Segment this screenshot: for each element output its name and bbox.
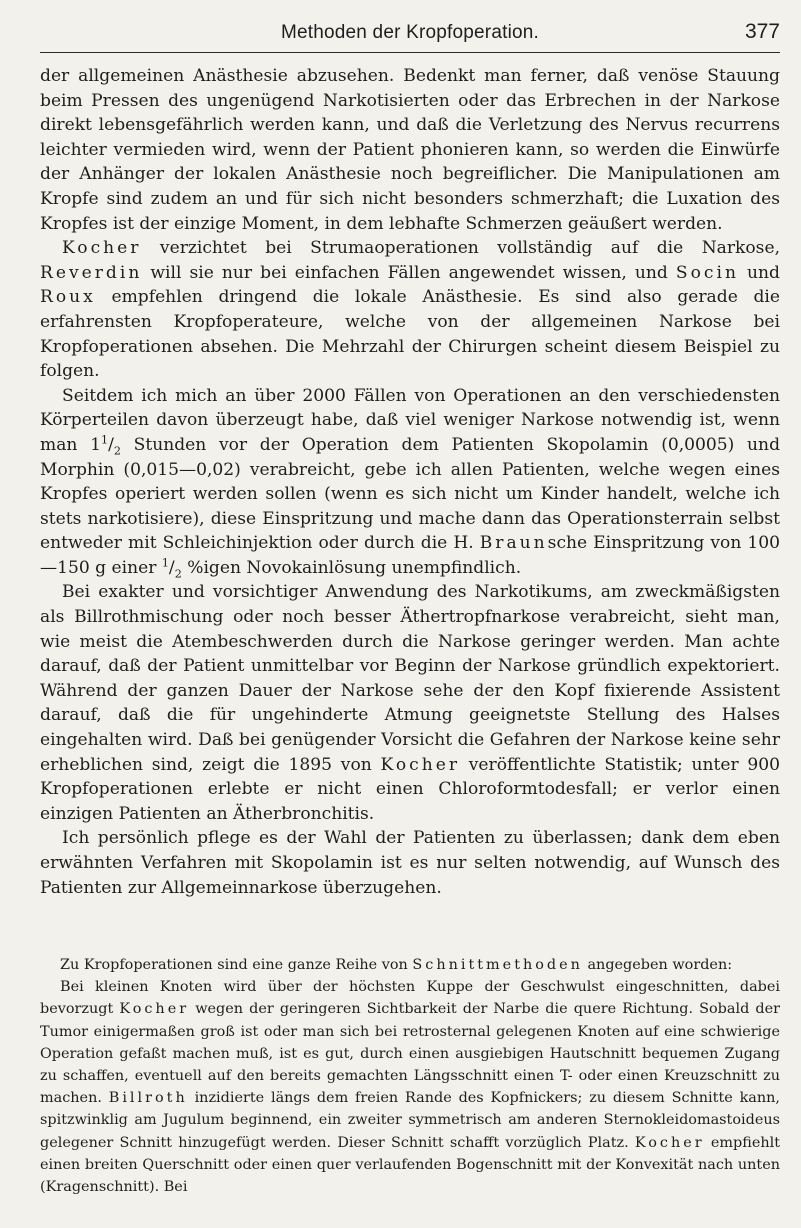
small-paragraph-1: Zu Kropfoperationen sind eine ganze Reihe von Schnittmethoden angegeben worden: [60,957,733,973]
author-name: Reverdin [40,262,143,283]
author-name: Kocher [62,238,142,259]
paragraph-4: Bei exakter und vorsichtiger Anwendung des Narkotikums, am zweckmäßigsten als Billrothmischung oder noch besser Äthertropfnarkose verabreicht, sieht man, wie meist die Atembeschwerden durch die Narkose geringer werden. Man achte darauf, daß der Patient unmittelbar vor Beginn der Narkose gründlich expektoriert. Während der ganzen Dauer der Narkose sehe der den Kopf fixierende Assistent darauf, daß die für ungehinderte Atmung geeignetste Stellung des Halses eingehalten wird. Daß bei genügender Vorsicht die Gefahren der Narkose keine sehr erheblichen sind, zeigt die 1895 von Kocher veröffentlichte Statistik; unter 900 Kropfoperationen erlebte er nicht einen Chloroformtodesfall; er verlor einen einzigen Patienten an Ätherbronchitis. [40,582,781,824]
author-name: Roux [40,287,96,308]
page-number: 377 [744,20,780,43]
paragraph-1: der allgemeinen Anästhesie abzusehen. Bedenkt man ferner, daß venöse Stauung beim Pressen des ungenügend Narkotisierten oder das Erbrechen in der Narkose direkt lebensgefährlich werden kann, und daß die Verletzung des Nervus recurrens leichter vermieden wird, wenn der Patient phonieren kann, so werden die Einwürfe der Anhänger der lokalen Anästhesie noch begreiflicher. Die Manipulationen am Kropfe sind zudem an und für sich nicht besonders schmerzhaft; die Luxation des Kropfes ist der einzige Moment, in dem lebhafte Schmerzen geäußert werden. [40,66,780,234]
author-name: Kocher [119,1001,190,1018]
author-name: Braun [479,533,548,554]
small-paragraph-2: Bei kleinen Knoten wird über der höchsten Kuppe der Geschwulst eingeschnitten, dabei bevorzugt Kocher wegen der geringeren Sichtbarkeit der Narbe die quere Richtung. Sobald der Tumor einigermaßen groß ist oder man sich bei retrosternal gelegenen Knoten auf eine schwierige Operation gefaßt machen muß, ist es gut, durch einen ausgiebigen Hautschnitt bequemen Zugang zu schaffen, eventuell auf den bereits gemachten Längsschnitt einen T- oder einen Kreuzschnitt zu machen. Billroth inzidierte längs dem freien Rande des Kopfnickers; zu diesem Schnitte kann, spitzwinklig am Jugulum beginnend, ein zweiter symmetrisch am anderen Sternokleidomastoideus gelegener Schnitt hinzugefügt werden. Dieser Schnitt schafft vorzüglich Platz. Kocher empfiehlt einen breiten Querschnitt oder einen quer verlaufenden Bogenschnitt mit der Konvexität nach unten (Kragenschnitt). Bei [40,979,781,1196]
running-header [40,8,780,53]
paragraph-5: Ich persönlich pflege es der Wahl der Patienten zu überlassen; dank dem eben erwähnten Verfahren mit Skopolamin ist es nur selten notwendig, auf Wunsch des Patienten zur Allgemeinnarkose überzugehen. [40,828,780,898]
running-title: Methoden der Kropfoperation. [280,22,540,43]
author-name: Billroth [108,1090,188,1107]
author-name: Kocher [634,1134,705,1151]
paragraph-2: Kocher verzichtet bei Strumaoperationen vollständig auf die Narkose, Reverdin will sie nur bei einfachen Fällen angewendet wissen, und Socin und Roux empfehlen dringend die lokale Anästhesie. Es sind also gerade die erfahrensten Kropfoperateure, welche von der allgemeinen Narkose bei Kropfoperationen absehen. Die Mehrzahl der Chirurgen scheint diesem Beispiel zu folgen. [40,238,781,382]
emphasized-term: Schnittmethoden [412,957,583,973]
paragraph-3: Seitdem ich mich an über 2000 Fällen von Operationen an den verschiedensten Körperteilen davon überzeugt habe, daß viel weniger Narkose notwendig ist, wenn man $1^1/_2$ Stunden vor der Operation dem Patienten Skopolamin (0,0005) und Morphin (0,015—0,02) verabreicht, gebe ich allen Patienten, welche wegen eines Kropfes operiert werden sollen (wenn es sich nicht um Kinder handelt, welche ich stets narkotisiere), diese Einspritzung und mache dann das Operationsterrain selbst entweder mit Schleichinjektion oder durch die H. Braunsche Einspritzung von 100—150 g einer $^1/_2$ %igen Novokainlösung unempfindlich. [40,385,781,581]
main-text [40,64,780,900]
small-print-section [40,954,780,1198]
author-name: Socin [675,262,739,283]
author-name: Kocher [380,754,460,775]
